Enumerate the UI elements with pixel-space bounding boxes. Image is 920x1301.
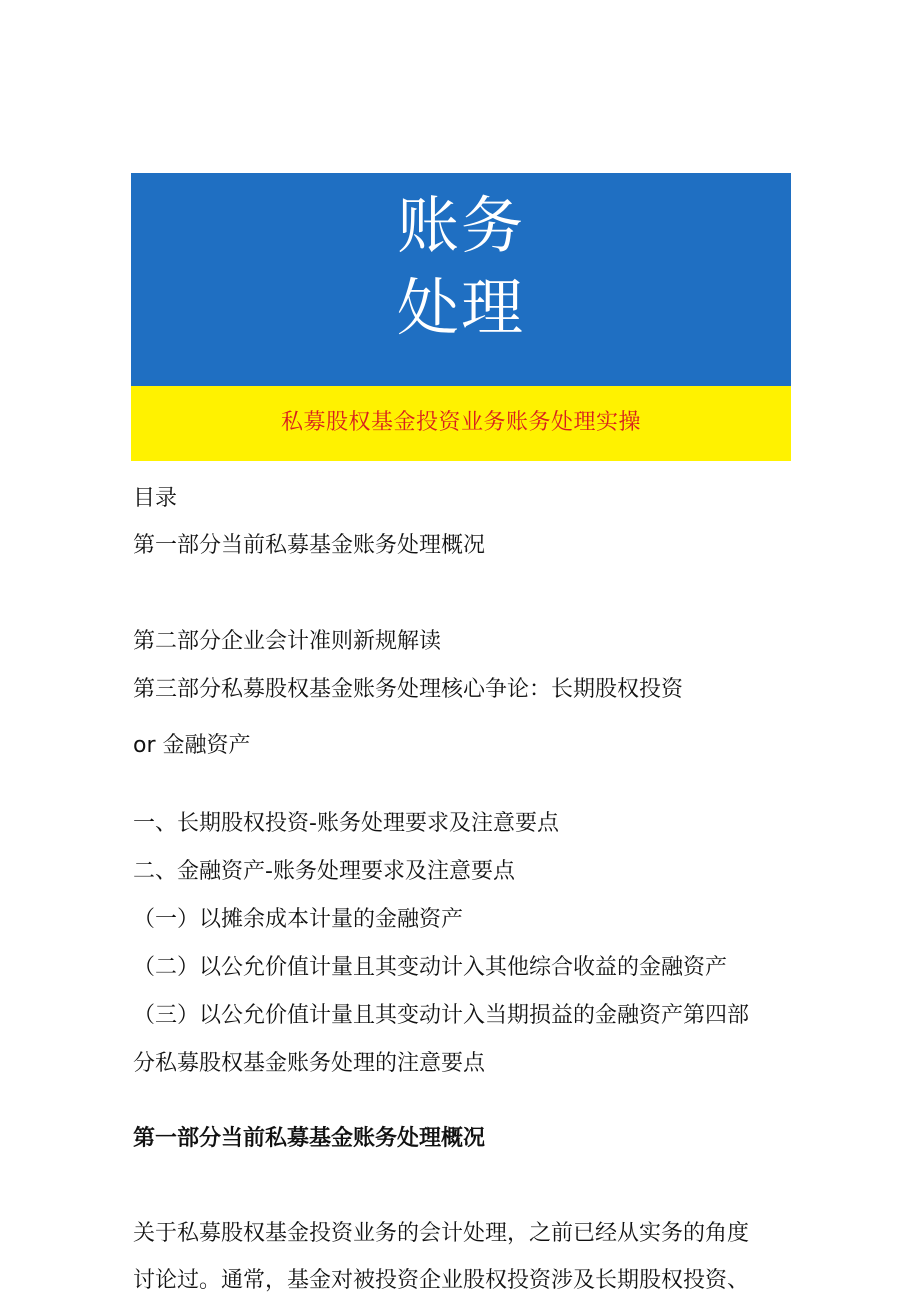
toc-heading: 目录 xyxy=(133,486,178,511)
toc-item: 分私募股权基金账务处理的注意要点 xyxy=(133,1051,486,1076)
toc-item: 二、金融资产-账务处理要求及注意要点 xyxy=(133,859,515,884)
toc-item: （二）以公允价值计量且其变动计入其他综合收益的金融资产 xyxy=(133,955,728,980)
banner-blue-panel xyxy=(131,173,791,386)
cover-banner xyxy=(131,173,791,461)
banner-yellow-panel xyxy=(131,386,791,461)
toc-item: or 金融资产 xyxy=(133,733,251,758)
toc-item: 一、长期股权投资-账务处理要求及注意要点 xyxy=(133,811,559,836)
toc-item: （一）以摊余成本计量的金融资产 xyxy=(133,907,464,932)
paragraph-line: 关于私募股权基金投资业务的会计处理，之前已经从实务的角度 xyxy=(133,1221,750,1246)
toc-item: （三）以公允价值计量且其变动计入当期损益的金融资产第四部 xyxy=(133,1003,750,1028)
section-heading: 第一部分当前私募基金账务处理概况 xyxy=(133,1126,486,1151)
toc-item: 第一部分当前私募基金账务处理概况 xyxy=(133,533,486,558)
paragraph-line: 讨论过。通常，基金对被投资企业股权投资涉及长期股权投资、 xyxy=(133,1268,750,1293)
banner-subtitle: 私募股权基金投资业务账务处理实操 xyxy=(280,410,641,435)
banner-title-line-1: 账务 xyxy=(396,189,525,262)
banner-title xyxy=(131,185,791,349)
banner-title-line-2: 处理 xyxy=(396,271,525,344)
toc-item: 第三部分私募股权基金账务处理核心争论：长期股权投资 xyxy=(133,677,684,702)
toc-item: 第二部分企业会计准则新规解读 xyxy=(133,629,442,654)
